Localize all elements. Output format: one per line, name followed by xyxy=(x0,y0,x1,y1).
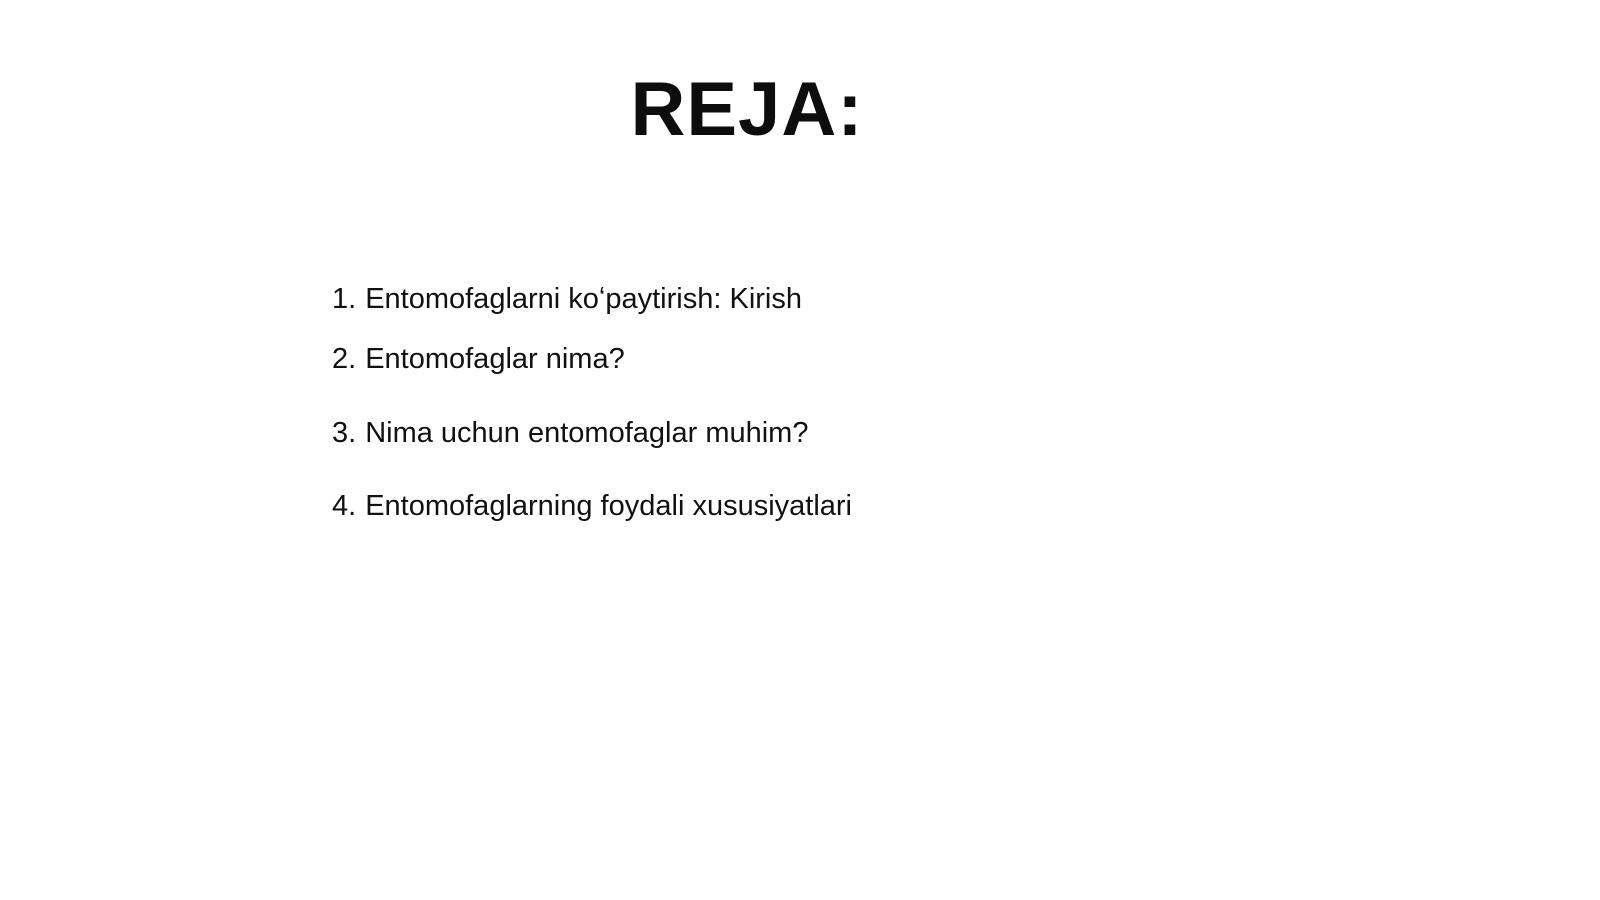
list-item-number: 1. xyxy=(332,283,357,315)
list-item-text: Nima uchun entomofaglar muhim? xyxy=(365,417,809,449)
list-item-text: Entomofaglarning foydali xususiyatlari xyxy=(365,490,852,522)
list-item xyxy=(332,281,802,317)
list-item-number: 4. xyxy=(332,490,357,522)
list-item-number: 2. xyxy=(332,343,357,375)
list-item xyxy=(332,488,852,524)
list-item-text: Entomofaglarni koʻpaytirish: Kirish xyxy=(365,283,802,315)
list-item-number: 3. xyxy=(332,417,357,449)
slide-title: REJA: xyxy=(630,67,864,152)
list-item xyxy=(332,415,808,451)
list-item xyxy=(332,341,625,377)
list-item-text: Entomofaglar nima? xyxy=(365,343,625,375)
